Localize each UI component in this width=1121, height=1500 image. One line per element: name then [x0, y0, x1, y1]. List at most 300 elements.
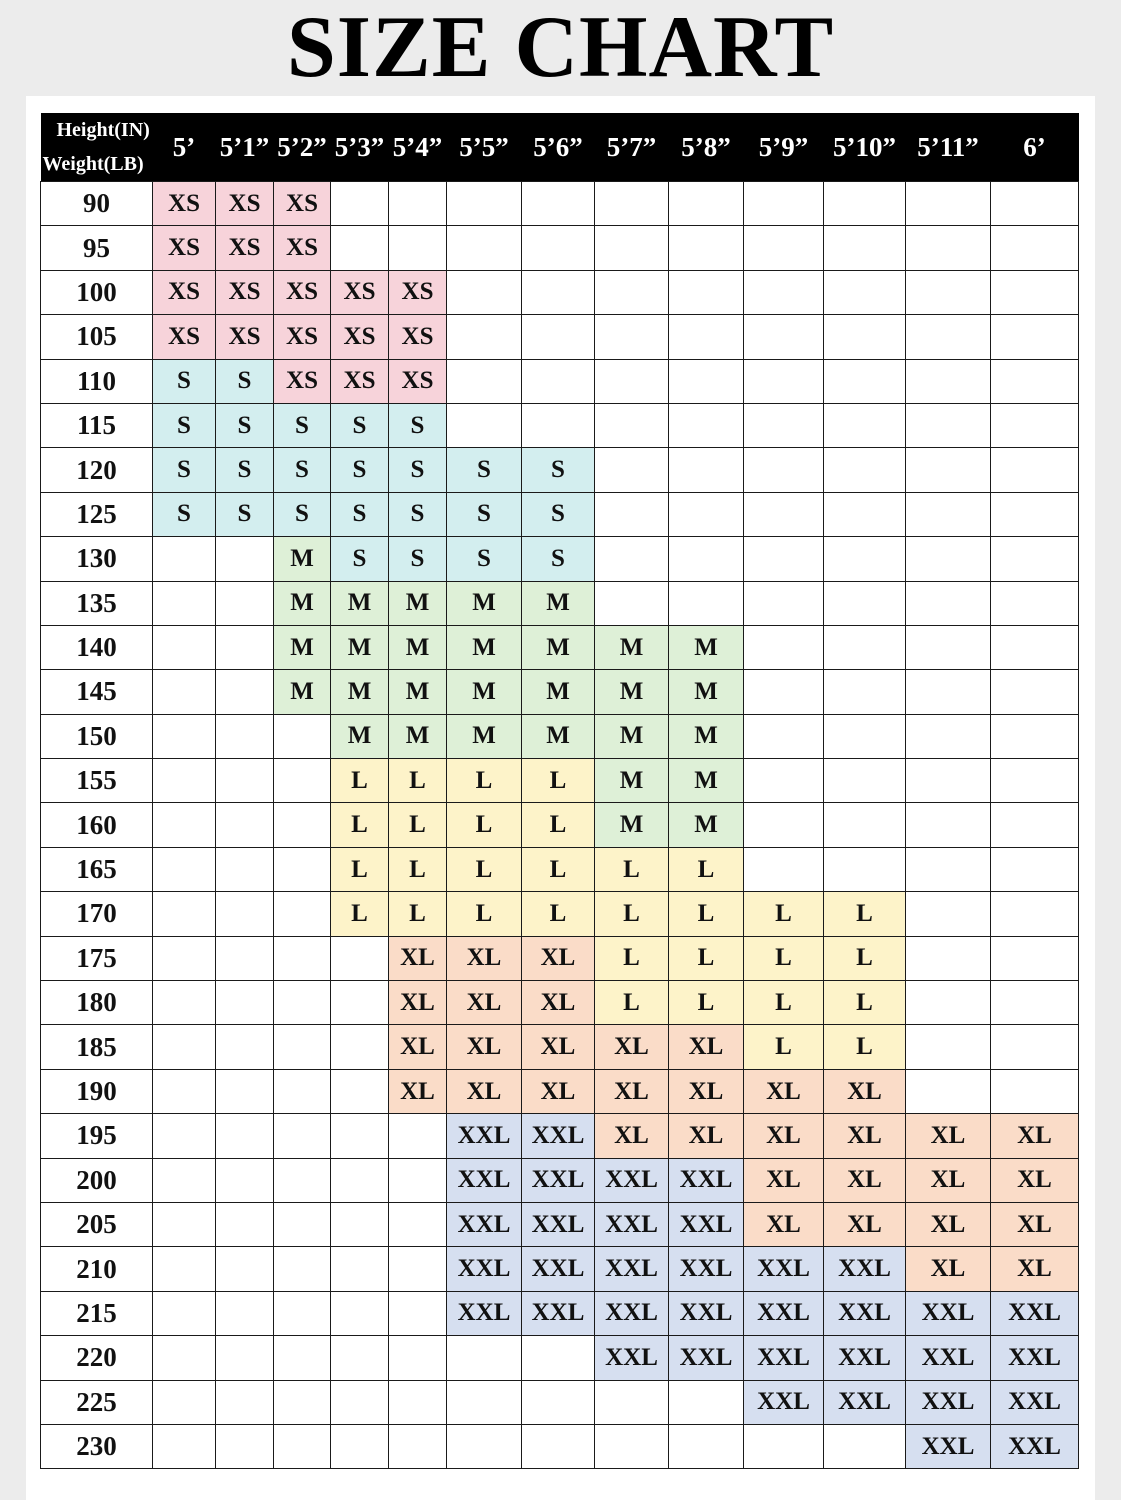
size-cell: XL	[595, 1025, 669, 1069]
size-cell: M	[274, 537, 331, 581]
table-row	[41, 581, 1079, 625]
empty-cell	[906, 315, 991, 359]
empty-cell	[522, 1424, 595, 1468]
size-cell: XXL	[744, 1291, 824, 1335]
size-cell: XXL	[669, 1202, 744, 1246]
height-header-cell: 5’8”	[669, 113, 744, 182]
size-cell: XL	[522, 1025, 595, 1069]
size-cell: L	[522, 892, 595, 936]
size-cell: L	[595, 892, 669, 936]
size-cell: XS	[274, 226, 331, 270]
size-cell: S	[274, 403, 331, 447]
height-header-cell: 5’3”	[331, 113, 389, 182]
empty-cell	[216, 1380, 274, 1424]
chart-body	[41, 182, 1079, 1469]
empty-cell	[389, 1247, 447, 1291]
empty-cell	[991, 359, 1079, 403]
empty-cell	[906, 803, 991, 847]
size-cell: XL	[669, 1025, 744, 1069]
empty-cell	[595, 270, 669, 314]
empty-cell	[216, 670, 274, 714]
empty-cell	[744, 670, 824, 714]
size-cell: L	[331, 759, 389, 803]
size-cell: M	[331, 581, 389, 625]
size-cell: M	[522, 581, 595, 625]
empty-cell	[447, 270, 522, 314]
weight-cell: 135	[41, 581, 153, 625]
empty-cell	[744, 803, 824, 847]
size-cell: L	[744, 936, 824, 980]
size-cell: S	[153, 492, 216, 536]
empty-cell	[906, 670, 991, 714]
empty-cell	[274, 981, 331, 1025]
size-cell: L	[595, 981, 669, 1025]
weight-cell: 165	[41, 847, 153, 891]
size-cell: XL	[991, 1114, 1079, 1158]
size-cell: M	[669, 714, 744, 758]
weight-cell: 210	[41, 1247, 153, 1291]
empty-cell	[331, 1291, 389, 1335]
size-cell: XS	[331, 315, 389, 359]
height-axis-label: Height(IN)	[56, 119, 150, 141]
empty-cell	[824, 581, 906, 625]
empty-cell	[744, 359, 824, 403]
size-cell: S	[389, 492, 447, 536]
empty-cell	[824, 226, 906, 270]
size-cell: XL	[447, 981, 522, 1025]
empty-cell	[744, 315, 824, 359]
size-cell: XXL	[669, 1336, 744, 1380]
table-row	[41, 1158, 1079, 1202]
height-header-cell: 5’9”	[744, 113, 824, 182]
empty-cell	[216, 803, 274, 847]
size-cell: XXL	[991, 1291, 1079, 1335]
table-row	[41, 1336, 1079, 1380]
height-header-cell: 5’4”	[389, 113, 447, 182]
empty-cell	[153, 1069, 216, 1113]
empty-cell	[274, 1069, 331, 1113]
empty-cell	[824, 625, 906, 669]
size-cell: M	[447, 581, 522, 625]
size-cell: S	[389, 537, 447, 581]
empty-cell	[216, 1291, 274, 1335]
size-cell: XXL	[906, 1424, 991, 1468]
size-cell: L	[824, 1025, 906, 1069]
empty-cell	[744, 625, 824, 669]
empty-cell	[153, 1158, 216, 1202]
empty-cell	[216, 625, 274, 669]
empty-cell	[824, 270, 906, 314]
empty-cell	[906, 714, 991, 758]
size-cell: XL	[595, 1069, 669, 1113]
size-cell: XL	[669, 1114, 744, 1158]
empty-cell	[274, 714, 331, 758]
size-cell: M	[595, 759, 669, 803]
size-cell: S	[153, 359, 216, 403]
empty-cell	[274, 1336, 331, 1380]
size-cell: S	[216, 492, 274, 536]
empty-cell	[389, 1291, 447, 1335]
size-cell: L	[669, 981, 744, 1025]
size-cell: S	[274, 448, 331, 492]
empty-cell	[991, 1069, 1079, 1113]
size-cell: XS	[216, 315, 274, 359]
table-row	[41, 981, 1079, 1025]
size-cell: L	[669, 847, 744, 891]
size-cell: XL	[824, 1158, 906, 1202]
table-row	[41, 226, 1079, 270]
size-cell: L	[389, 803, 447, 847]
size-cell: S	[153, 403, 216, 447]
size-cell: XS	[389, 315, 447, 359]
size-cell: XL	[824, 1202, 906, 1246]
size-cell: L	[669, 936, 744, 980]
table-row	[41, 936, 1079, 980]
empty-cell	[595, 403, 669, 447]
weight-cell: 230	[41, 1424, 153, 1468]
empty-cell	[216, 1069, 274, 1113]
table-row	[41, 403, 1079, 447]
size-cell: L	[389, 759, 447, 803]
empty-cell	[522, 226, 595, 270]
size-cell: XS	[389, 270, 447, 314]
empty-cell	[906, 581, 991, 625]
empty-cell	[389, 1114, 447, 1158]
empty-cell	[669, 1380, 744, 1424]
size-cell: XXL	[991, 1380, 1079, 1424]
empty-cell	[331, 182, 389, 226]
size-cell: XS	[153, 270, 216, 314]
empty-cell	[216, 1424, 274, 1468]
size-cell: M	[447, 670, 522, 714]
size-cell: M	[669, 803, 744, 847]
empty-cell	[274, 1424, 331, 1468]
size-cell: XL	[906, 1247, 991, 1291]
empty-cell	[824, 803, 906, 847]
empty-cell	[991, 759, 1079, 803]
empty-cell	[216, 1247, 274, 1291]
empty-cell	[216, 892, 274, 936]
empty-cell	[991, 537, 1079, 581]
empty-cell	[447, 359, 522, 403]
empty-cell	[595, 581, 669, 625]
empty-cell	[522, 270, 595, 314]
empty-cell	[153, 1380, 216, 1424]
empty-cell	[274, 847, 331, 891]
empty-cell	[744, 403, 824, 447]
weight-cell: 205	[41, 1202, 153, 1246]
size-cell: XXL	[447, 1114, 522, 1158]
size-cell: M	[669, 759, 744, 803]
empty-cell	[906, 182, 991, 226]
size-cell: L	[522, 759, 595, 803]
size-cell: XL	[389, 936, 447, 980]
weight-axis-label: Weight(LB)	[42, 153, 144, 175]
size-cell: L	[331, 803, 389, 847]
size-cell: XS	[274, 182, 331, 226]
empty-cell	[744, 270, 824, 314]
size-cell: S	[389, 403, 447, 447]
empty-cell	[153, 803, 216, 847]
size-cell: XL	[447, 1069, 522, 1113]
weight-cell: 120	[41, 448, 153, 492]
empty-cell	[824, 403, 906, 447]
size-cell: M	[389, 625, 447, 669]
empty-cell	[274, 1114, 331, 1158]
table-row	[41, 1025, 1079, 1069]
size-cell: XL	[522, 981, 595, 1025]
size-cell: XS	[216, 226, 274, 270]
size-cell: L	[595, 936, 669, 980]
weight-cell: 105	[41, 315, 153, 359]
weight-cell: 195	[41, 1114, 153, 1158]
size-cell: XS	[153, 226, 216, 270]
height-header-cell: 6’	[991, 113, 1079, 182]
empty-cell	[906, 892, 991, 936]
empty-cell	[522, 359, 595, 403]
size-cell: XL	[389, 981, 447, 1025]
size-cell: L	[522, 803, 595, 847]
size-cell: XXL	[595, 1202, 669, 1246]
size-cell: XL	[389, 1025, 447, 1069]
empty-cell	[669, 448, 744, 492]
page-title: SIZE CHART	[286, 0, 835, 96]
empty-cell	[153, 1025, 216, 1069]
empty-cell	[153, 714, 216, 758]
empty-cell	[153, 581, 216, 625]
weight-cell: 215	[41, 1291, 153, 1335]
empty-cell	[669, 537, 744, 581]
size-cell: XL	[906, 1114, 991, 1158]
empty-cell	[669, 182, 744, 226]
size-cell: XL	[991, 1202, 1079, 1246]
size-cell: M	[274, 625, 331, 669]
size-cell: XXL	[824, 1380, 906, 1424]
weight-cell: 110	[41, 359, 153, 403]
size-cell: XXL	[824, 1336, 906, 1380]
table-row	[41, 803, 1079, 847]
size-cell: XXL	[744, 1336, 824, 1380]
empty-cell	[522, 1336, 595, 1380]
size-cell: XXL	[522, 1114, 595, 1158]
empty-cell	[447, 403, 522, 447]
weight-cell: 90	[41, 182, 153, 226]
empty-cell	[744, 1424, 824, 1468]
size-cell: XL	[669, 1069, 744, 1113]
size-cell: S	[331, 448, 389, 492]
weight-cell: 180	[41, 981, 153, 1025]
empty-cell	[669, 581, 744, 625]
empty-cell	[669, 270, 744, 314]
empty-cell	[824, 714, 906, 758]
size-cell: M	[522, 625, 595, 669]
size-cell: XL	[906, 1202, 991, 1246]
empty-cell	[389, 1424, 447, 1468]
weight-cell: 125	[41, 492, 153, 536]
empty-cell	[906, 1025, 991, 1069]
empty-cell	[389, 1336, 447, 1380]
empty-cell	[389, 1158, 447, 1202]
empty-cell	[824, 670, 906, 714]
empty-cell	[153, 1291, 216, 1335]
size-cell: S	[447, 537, 522, 581]
size-cell: XL	[522, 936, 595, 980]
empty-cell	[824, 759, 906, 803]
empty-cell	[331, 936, 389, 980]
height-header-cell: 5’6”	[522, 113, 595, 182]
empty-cell	[991, 625, 1079, 669]
size-cell: S	[331, 492, 389, 536]
empty-cell	[447, 1380, 522, 1424]
size-cell: XXL	[669, 1158, 744, 1202]
size-cell: M	[595, 714, 669, 758]
size-cell: S	[447, 448, 522, 492]
empty-cell	[153, 847, 216, 891]
empty-cell	[595, 1424, 669, 1468]
size-cell: XS	[153, 182, 216, 226]
weight-cell: 185	[41, 1025, 153, 1069]
size-cell: XXL	[595, 1247, 669, 1291]
size-cell: L	[331, 847, 389, 891]
empty-cell	[669, 315, 744, 359]
empty-cell	[389, 1380, 447, 1424]
empty-cell	[906, 448, 991, 492]
weight-cell: 225	[41, 1380, 153, 1424]
empty-cell	[669, 226, 744, 270]
size-cell: M	[522, 670, 595, 714]
size-cell: XS	[274, 270, 331, 314]
empty-cell	[744, 537, 824, 581]
empty-cell	[906, 492, 991, 536]
weight-cell: 155	[41, 759, 153, 803]
size-cell: XXL	[824, 1291, 906, 1335]
size-cell: XXL	[447, 1247, 522, 1291]
empty-cell	[274, 1380, 331, 1424]
empty-cell	[991, 670, 1079, 714]
empty-cell	[389, 182, 447, 226]
empty-cell	[274, 1247, 331, 1291]
size-cell: L	[595, 847, 669, 891]
size-cell: XL	[906, 1158, 991, 1202]
empty-cell	[824, 537, 906, 581]
empty-cell	[153, 670, 216, 714]
size-cell: XXL	[991, 1424, 1079, 1468]
size-cell: L	[331, 892, 389, 936]
height-header-cell: 5’2”	[274, 113, 331, 182]
empty-cell	[274, 803, 331, 847]
empty-cell	[991, 847, 1079, 891]
size-cell: XXL	[522, 1202, 595, 1246]
empty-cell	[216, 1158, 274, 1202]
empty-cell	[274, 936, 331, 980]
empty-cell	[744, 182, 824, 226]
empty-cell	[331, 981, 389, 1025]
table-row	[41, 359, 1079, 403]
size-cell: XL	[744, 1158, 824, 1202]
empty-cell	[906, 759, 991, 803]
size-cell: XL	[595, 1114, 669, 1158]
height-header-cell: 5’10”	[824, 113, 906, 182]
size-cell: L	[744, 1025, 824, 1069]
size-cell: L	[669, 892, 744, 936]
size-cell: M	[389, 581, 447, 625]
empty-cell	[153, 892, 216, 936]
empty-cell	[522, 315, 595, 359]
table-row	[41, 847, 1079, 891]
size-cell: S	[331, 403, 389, 447]
weight-cell: 100	[41, 270, 153, 314]
empty-cell	[669, 359, 744, 403]
weight-cell: 140	[41, 625, 153, 669]
empty-cell	[153, 1202, 216, 1246]
table-row	[41, 1291, 1079, 1335]
size-cell: XL	[389, 1069, 447, 1113]
size-cell: XXL	[447, 1158, 522, 1202]
empty-cell	[991, 581, 1079, 625]
table-row	[41, 1380, 1079, 1424]
empty-cell	[447, 1424, 522, 1468]
size-cell: M	[669, 670, 744, 714]
empty-cell	[991, 936, 1079, 980]
size-cell: S	[522, 537, 595, 581]
weight-cell: 150	[41, 714, 153, 758]
size-cell: L	[744, 892, 824, 936]
table-row	[41, 537, 1079, 581]
empty-cell	[522, 182, 595, 226]
weight-cell: 170	[41, 892, 153, 936]
size-cell: M	[595, 670, 669, 714]
empty-cell	[595, 182, 669, 226]
size-cell: XXL	[522, 1158, 595, 1202]
size-cell: XXL	[447, 1291, 522, 1335]
empty-cell	[216, 1202, 274, 1246]
empty-cell	[389, 1202, 447, 1246]
weight-cell: 220	[41, 1336, 153, 1380]
empty-cell	[153, 936, 216, 980]
size-cell: S	[216, 403, 274, 447]
empty-cell	[331, 1336, 389, 1380]
size-cell: XXL	[991, 1336, 1079, 1380]
empty-cell	[389, 226, 447, 270]
size-cell: XL	[744, 1202, 824, 1246]
size-cell: XXL	[447, 1202, 522, 1246]
size-cell: XL	[824, 1114, 906, 1158]
size-cell: S	[216, 359, 274, 403]
size-cell: M	[331, 714, 389, 758]
empty-cell	[153, 537, 216, 581]
empty-cell	[595, 1380, 669, 1424]
empty-cell	[824, 492, 906, 536]
table-row	[41, 1202, 1079, 1246]
empty-cell	[744, 714, 824, 758]
size-cell: XS	[331, 270, 389, 314]
empty-cell	[216, 581, 274, 625]
empty-cell	[991, 803, 1079, 847]
size-cell: M	[669, 625, 744, 669]
size-cell: L	[522, 847, 595, 891]
weight-cell: 200	[41, 1158, 153, 1202]
table-row	[41, 759, 1079, 803]
empty-cell	[991, 892, 1079, 936]
empty-cell	[906, 981, 991, 1025]
size-cell: L	[824, 892, 906, 936]
empty-cell	[447, 182, 522, 226]
empty-cell	[991, 981, 1079, 1025]
empty-cell	[595, 226, 669, 270]
size-cell: L	[447, 892, 522, 936]
empty-cell	[447, 1336, 522, 1380]
table-row	[41, 670, 1079, 714]
